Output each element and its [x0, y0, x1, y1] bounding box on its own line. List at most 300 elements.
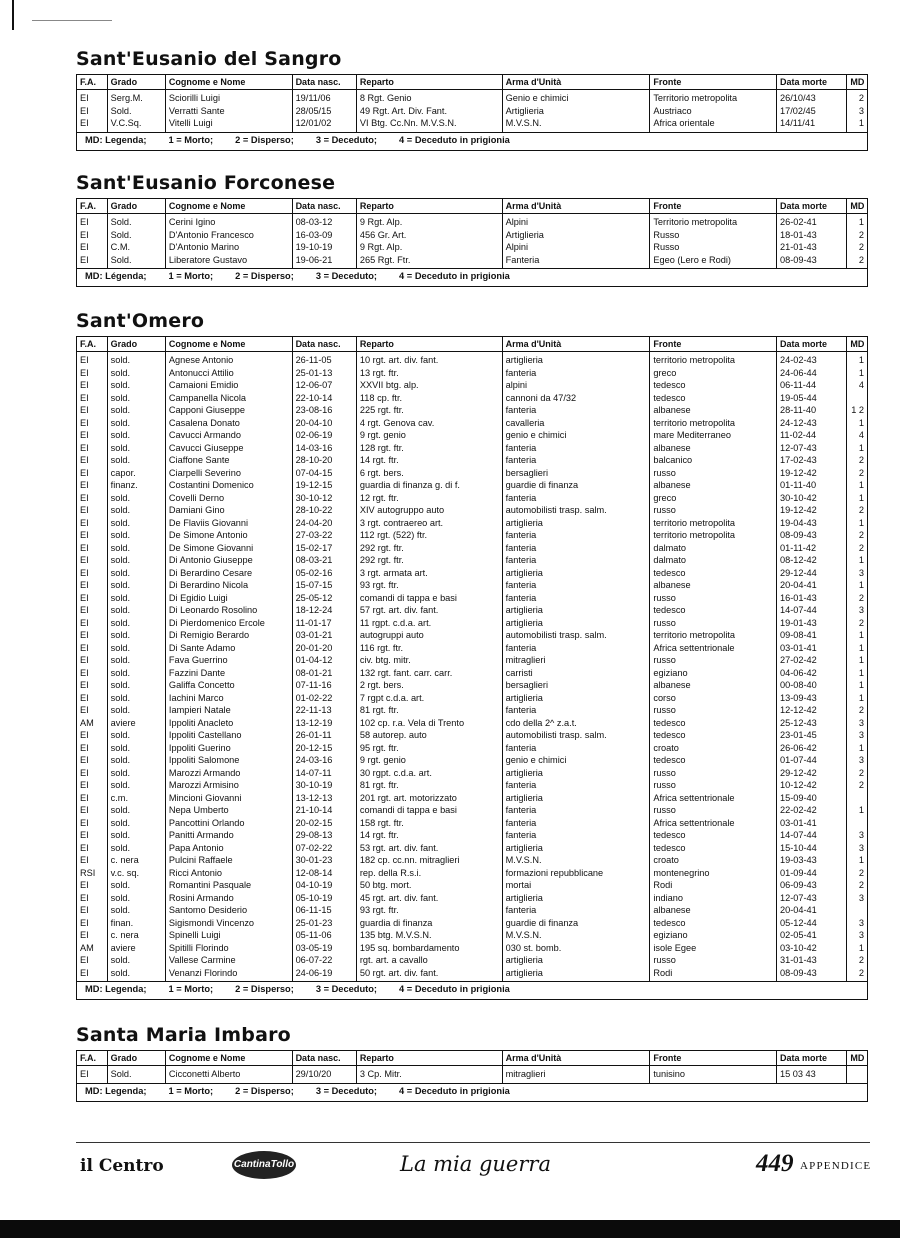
cell-f-a: EI [77, 667, 107, 680]
cell-arma-d-unit: artiglieria [502, 604, 650, 617]
cell-data-nasc: 30-10-19 [292, 779, 356, 792]
cell-data-nasc: 12-06-07 [292, 379, 356, 392]
casualty-table-box [76, 1050, 868, 1102]
cell-arma-d-unit: fanteria [502, 779, 650, 792]
table-row [77, 367, 867, 380]
cell-f-a: EI [77, 1066, 107, 1083]
cell-cognome-e-nome: Di Berardino Nicola [165, 579, 292, 592]
cell-md: 1 [858, 517, 864, 528]
cell-reparto: VI Btg. Cc.Nn. M.V.S.N. [356, 117, 502, 132]
cell-md: 3 [858, 567, 864, 578]
cell-md: 2 [858, 880, 864, 890]
cell-f-a: EI [77, 954, 107, 967]
cell-data-nasc: 05-02-16 [292, 567, 356, 580]
cell-cognome-e-nome: Verratti Sante [165, 105, 292, 118]
section-santa-maria-imbaro [76, 1024, 868, 1102]
cell-arma-d-unit: fanteria [502, 704, 650, 717]
cell-arma-d-unit: fanteria [502, 742, 650, 755]
cell-md [847, 1066, 867, 1083]
table-row [77, 804, 867, 817]
column-header-arma-d-unit: Arma d'Unità [502, 75, 650, 90]
cell-reparto: 3 rgt. contraereo art. [356, 517, 502, 530]
cell-arma-d-unit: artiglieria [502, 692, 650, 705]
cell-arma-d-unit: Fanteria [502, 254, 650, 269]
cell-data-nasc: 22-10-14 [292, 392, 356, 405]
cell-f-a: EI [77, 579, 107, 592]
cell-md: 1 [858, 680, 864, 690]
cell-data-nasc: 25-01-23 [292, 917, 356, 930]
cell-arma-d-unit: artiglieria [502, 842, 650, 855]
cell-f-a: EI [77, 817, 107, 830]
table-row [77, 967, 867, 982]
cell-grado: sold. [107, 517, 165, 530]
cell-data-morte: 23-01-45 [776, 729, 846, 742]
cell-f-a: EI [77, 492, 107, 505]
cell-arma-d-unit: artiglieria [502, 617, 650, 630]
cell-data-nasc: 20-04-10 [292, 417, 356, 430]
cell-cognome-e-nome: Vitelli Luigi [165, 117, 292, 132]
cell-arma-d-unit: M.V.S.N. [502, 854, 650, 867]
legend-item: 2 = Disperso; [235, 271, 294, 281]
cell-cognome-e-nome: Ippoliti Anacleto [165, 717, 292, 730]
cell-grado: sold. [107, 704, 165, 717]
cell-arma-d-unit: fanteria [502, 817, 650, 830]
cell-data-nasc: 24-04-20 [292, 517, 356, 530]
cell-md: 3 [858, 730, 864, 740]
column-header-data-morte: Data morte [776, 199, 846, 214]
cell-reparto: 182 cp. cc.nn. mitraglieri [356, 854, 502, 867]
cell-data-morte: 04-06-42 [776, 667, 846, 680]
cell-data-morte: 20-04-41 [776, 904, 846, 917]
cell-data-nasc: 15-02-17 [292, 542, 356, 555]
cell-data-morte: 17-02-43 [776, 454, 846, 467]
cell-f-a: EI [77, 779, 107, 792]
cell-reparto: XIV autogruppo auto [356, 504, 502, 517]
cell-data-morte: 26/10/43 [776, 90, 846, 105]
cell-data-nasc: 29/10/20 [292, 1066, 356, 1083]
cell-arma-d-unit: fanteria [502, 642, 650, 655]
cell-reparto: 116 rgt. ftr. [356, 642, 502, 655]
cell-grado: c. nera [107, 929, 165, 942]
cell-data-morte: 25-12-43 [776, 717, 846, 730]
cell-cognome-e-nome: De Flaviis Giovanni [165, 517, 292, 530]
cell-md: 1 [858, 667, 864, 678]
cell-grado: sold. [107, 352, 165, 367]
cell-fronte: territorio metropolita [650, 417, 777, 430]
top-rule [32, 20, 112, 21]
cell-cognome-e-nome: Galiffa Concetto [165, 679, 292, 692]
table-row [77, 792, 867, 805]
cell-grado: sold. [107, 954, 165, 967]
cell-cognome-e-nome: Vallese Carmine [165, 954, 292, 967]
cell-cognome-e-nome: D'Antonio Francesco [165, 229, 292, 242]
cell-f-a: EI [77, 892, 107, 905]
cell-arma-d-unit: fanteria [502, 404, 650, 417]
table-row [77, 742, 867, 755]
cell-f-a: EI [77, 879, 107, 892]
cell-grado: sold. [107, 379, 165, 392]
cell-reparto: 118 cp. ftr. [356, 392, 502, 405]
cell-f-a: EI [77, 929, 107, 942]
column-header-f-a: F.A. [77, 1051, 107, 1066]
table-row [77, 917, 867, 930]
cell-arma-d-unit: automobilisti trasp. salm. [502, 629, 650, 642]
newspaper-brand: il Centro [80, 1156, 164, 1176]
table-row [77, 692, 867, 705]
cell-cognome-e-nome: De Simone Giovanni [165, 542, 292, 555]
cell-data-morte: 29-12-44 [776, 567, 846, 580]
cell-arma-d-unit: 030 st. bomb. [502, 942, 650, 955]
cell-fronte: Egeo (Lero e Rodi) [650, 254, 777, 269]
column-header-arma-d-unit: Arma d'Unità [502, 1051, 650, 1066]
cell-data-morte: 22-02-42 [776, 804, 846, 817]
cell-data-nasc: 01-04-12 [292, 654, 356, 667]
cell-grado: sold. [107, 429, 165, 442]
table-row [77, 467, 867, 480]
table-row [77, 241, 867, 254]
cell-fronte: russo [650, 804, 777, 817]
cell-grado: sold. [107, 417, 165, 430]
cell-arma-d-unit: cdo della 2^ z.a.t. [502, 717, 650, 730]
table-row [77, 654, 867, 667]
legend-item: 1 = Morto; [168, 134, 214, 145]
cell-md [847, 392, 867, 405]
cell-data-nasc: 27-03-22 [292, 529, 356, 542]
column-header-reparto: Reparto [356, 75, 502, 90]
cell-md: 1 2 [851, 405, 864, 415]
cell-cognome-e-nome: Sigismondi Vincenzo [165, 917, 292, 930]
cell-cognome-e-nome: Romantini Pasquale [165, 879, 292, 892]
cell-cognome-e-nome: Ciarpelli Severino [165, 467, 292, 480]
cell-reparto: 50 rgt. art. div. fant. [356, 967, 502, 982]
cell-cognome-e-nome: Pancottini Orlando [165, 817, 292, 830]
cell-data-morte: 12-07-43 [776, 442, 846, 455]
cell-md: 1 [858, 555, 864, 565]
footer-rule [76, 1142, 870, 1143]
cell-data-morte: 20-04-41 [776, 579, 846, 592]
cell-fronte: balcanico [650, 454, 777, 467]
cell-cognome-e-nome: Antonucci Attilio [165, 367, 292, 380]
cell-data-nasc: 23-08-16 [292, 404, 356, 417]
cell-md: 3 [858, 930, 864, 940]
cell-arma-d-unit: mitraglieri [502, 1066, 650, 1083]
cell-arma-d-unit: Genio e chimici [502, 90, 650, 105]
cell-data-nasc: 12/01/02 [292, 117, 356, 132]
cell-grado: sold. [107, 404, 165, 417]
cell-cognome-e-nome: Di Antonio Giuseppe [165, 554, 292, 567]
cell-data-morte: 26-06-42 [776, 742, 846, 755]
cell-cognome-e-nome: Di Berardino Cesare [165, 567, 292, 580]
cell-md: 2 [858, 242, 864, 252]
cell-arma-d-unit: carristi [502, 667, 650, 680]
cell-cognome-e-nome: Rosini Armando [165, 892, 292, 905]
legend-item: 2 = Disperso; [235, 1085, 294, 1096]
table-row [77, 767, 867, 780]
cell-arma-d-unit: fanteria [502, 442, 650, 455]
cell-cognome-e-nome: Sciorilli Luigi [165, 90, 292, 105]
cell-reparto: 225 rgt. ftr. [356, 404, 502, 417]
scan-edge-mark [12, 0, 14, 30]
md-legend [77, 132, 867, 150]
cell-data-morte: 02-05-41 [776, 929, 846, 942]
cell-arma-d-unit: M.V.S.N. [502, 117, 650, 132]
cell-fronte: Africa settentrionale [650, 642, 777, 655]
cell-fronte: Africa orientale [650, 117, 777, 132]
cell-md: 3 [858, 105, 864, 116]
column-header-md: MD [847, 75, 867, 90]
cell-reparto: 3 Cp. Mitr. [356, 1066, 502, 1083]
cell-cognome-e-nome: Costantini Domenico [165, 479, 292, 492]
cell-arma-d-unit: fanteria [502, 542, 650, 555]
cell-fronte: territorio metropolita [650, 529, 777, 542]
cell-reparto: 158 rgt. ftr. [356, 817, 502, 830]
cell-data-morte: 29-12-42 [776, 767, 846, 780]
cell-fronte: greco [650, 367, 777, 380]
cell-f-a: EI [77, 504, 107, 517]
cell-data-nasc: 20-02-15 [292, 817, 356, 830]
cell-reparto: 12 rgt. ftr. [356, 492, 502, 505]
cell-cognome-e-nome: Ippoliti Guerino [165, 742, 292, 755]
table-row [77, 117, 867, 132]
cell-arma-d-unit: artiglieria [502, 954, 650, 967]
cell-fronte: tedesco [650, 567, 777, 580]
cell-data-morte: 19-01-43 [776, 617, 846, 630]
cell-fronte: tedesco [650, 604, 777, 617]
cell-data-nasc: 24-03-16 [292, 754, 356, 767]
cell-reparto: 6 rgt. bers. [356, 467, 502, 480]
cell-reparto: 9 Rgt. Alp. [356, 214, 502, 229]
cell-data-nasc: 19-12-15 [292, 479, 356, 492]
cell-data-morte: 06-11-44 [776, 379, 846, 392]
legend-item: 4 = Deceduto in prigionia [399, 134, 510, 145]
table-row [77, 567, 867, 580]
cell-f-a: EI [77, 829, 107, 842]
cell-cognome-e-nome: Di Egidio Luigi [165, 592, 292, 605]
cell-data-morte: 01-07-44 [776, 754, 846, 767]
cell-reparto: 132 rgt. fant. carr. carr. [356, 667, 502, 680]
casualty-table-box [76, 336, 868, 1000]
column-header-data-nasc: Data nasc. [292, 1051, 356, 1066]
cell-data-nasc: 08-03-12 [292, 214, 356, 229]
cell-reparto: 292 rgt. ftr. [356, 554, 502, 567]
cell-cognome-e-nome: Covelli Derno [165, 492, 292, 505]
legend-item: 2 = Disperso; [235, 134, 294, 145]
cell-grado: Sold. [107, 254, 165, 269]
cell-fronte: greco [650, 492, 777, 505]
cell-data-morte: 19-03-43 [776, 854, 846, 867]
cell-grado: sold. [107, 542, 165, 555]
cell-arma-d-unit: artiglieria [502, 567, 650, 580]
cell-cognome-e-nome: Cavucci Armando [165, 429, 292, 442]
cell-f-a: EI [77, 704, 107, 717]
cell-data-morte: 08-12-42 [776, 554, 846, 567]
legend-item: 3 = Deceduto; [315, 984, 378, 994]
cell-md: 1 [858, 805, 864, 815]
cell-data-morte: 24-06-44 [776, 367, 846, 380]
cell-reparto: 102 cp. r.a. Vela di Trento [356, 717, 502, 730]
table-row [77, 392, 867, 405]
table-row [77, 579, 867, 592]
cell-fronte: russo [650, 779, 777, 792]
cell-reparto: 9 rgt. genio [356, 754, 502, 767]
cell-fronte: Territorio metropolita [650, 90, 777, 105]
cell-reparto: 292 rgt. ftr. [356, 542, 502, 555]
cell-md: 4 [858, 430, 864, 440]
cell-data-morte: 19-12-42 [776, 467, 846, 480]
cell-md: 1 [858, 217, 864, 227]
cell-data-nasc: 05-10-19 [292, 892, 356, 905]
cell-grado: sold. [107, 779, 165, 792]
cell-arma-d-unit: Artiglieria [502, 229, 650, 242]
cell-cognome-e-nome: Ricci Antonio [165, 867, 292, 880]
cell-data-morte: 09-08-41 [776, 629, 846, 642]
cell-fronte: albanese [650, 404, 777, 417]
cell-md: 1 [858, 855, 864, 865]
cell-data-morte: 19-12-42 [776, 504, 846, 517]
table-row [77, 904, 867, 917]
cell-f-a: EI [77, 429, 107, 442]
cell-f-a: EI [77, 917, 107, 930]
cell-reparto: 11 rgpt. c.d.a. art. [356, 617, 502, 630]
sponsor-logo: CantinaTollo [232, 1151, 296, 1179]
cell-reparto: 9 rgt. genio [356, 429, 502, 442]
cell-md [847, 817, 867, 830]
cell-md: 4 [858, 380, 864, 390]
cell-md: 2 [858, 542, 864, 553]
table-row [77, 592, 867, 605]
cell-f-a: EI [77, 629, 107, 642]
cell-fronte: territorio metropolita [650, 629, 777, 642]
cell-arma-d-unit: Artiglieria [502, 105, 650, 118]
cell-cognome-e-nome: Papa Antonio [165, 842, 292, 855]
section-title: Sant'Omero [76, 310, 205, 332]
cell-data-morte: 06-09-43 [776, 879, 846, 892]
cell-f-a: EI [77, 404, 107, 417]
cell-data-morte: 03-01-41 [776, 642, 846, 655]
cell-md: 2 [858, 617, 864, 628]
column-header-data-nasc: Data nasc. [292, 199, 356, 214]
casualty-table-box [76, 74, 868, 151]
column-header-cognome-e-nome: Cognome e Nome [165, 75, 292, 90]
cell-grado: Serg.M. [107, 90, 165, 105]
table-header-row [77, 1051, 867, 1066]
cell-data-morte: 03-10-42 [776, 942, 846, 955]
cell-grado: sold. [107, 504, 165, 517]
cell-cognome-e-nome: Liberatore Gustavo [165, 254, 292, 269]
cell-cognome-e-nome: Panitti Armando [165, 829, 292, 842]
cell-f-a: EI [77, 654, 107, 667]
cell-fronte: tedesco [650, 729, 777, 742]
publication-title: La mia guerra [400, 1152, 551, 1176]
cell-f-a: EI [77, 352, 107, 367]
cell-f-a: EI [77, 604, 107, 617]
legend-item: 3 = Deceduto; [315, 1085, 378, 1096]
table-row [77, 892, 867, 905]
table-row [77, 429, 867, 442]
legend-item: 4 = Deceduto in prigionia [399, 984, 510, 994]
cell-grado: sold. [107, 879, 165, 892]
casualty-table [77, 337, 867, 981]
table-row [77, 1066, 867, 1083]
cell-reparto: autogruppi auto [356, 629, 502, 642]
column-header-md: MD [847, 199, 867, 214]
cell-data-morte: 00-08-40 [776, 679, 846, 692]
cell-data-nasc: 14-03-16 [292, 442, 356, 455]
cell-fronte: egiziano [650, 667, 777, 680]
cell-reparto: 3 rgt. armata art. [356, 567, 502, 580]
cell-data-nasc: 25-01-13 [292, 367, 356, 380]
cell-f-a: EI [77, 117, 107, 132]
table-row [77, 504, 867, 517]
cell-grado: sold. [107, 492, 165, 505]
cell-data-morte: 01-11-40 [776, 479, 846, 492]
casualty-table [77, 75, 867, 132]
column-header-md: MD [847, 1051, 867, 1066]
cell-data-nasc: 19/11/06 [292, 90, 356, 105]
cell-reparto: 112 rgt. (522) ftr. [356, 529, 502, 542]
cell-cognome-e-nome: Marozzi Armando [165, 767, 292, 780]
table-row [77, 554, 867, 567]
cell-f-a: EI [77, 214, 107, 229]
cell-f-a: EI [77, 804, 107, 817]
cell-md: 1 [858, 492, 864, 503]
cell-cognome-e-nome: Cerini Igino [165, 214, 292, 229]
cell-md: 2 [858, 467, 864, 478]
cell-data-nasc: 13-12-13 [292, 792, 356, 805]
cell-md: 2 [858, 767, 864, 778]
cell-reparto: 95 rgt. ftr. [356, 742, 502, 755]
cell-md: 3 [858, 755, 864, 765]
column-header-reparto: Reparto [356, 337, 502, 352]
cell-arma-d-unit: artiglieria [502, 892, 650, 905]
cell-arma-d-unit: fanteria [502, 554, 650, 567]
cell-cognome-e-nome: Nepa Umberto [165, 804, 292, 817]
cell-grado: sold. [107, 817, 165, 830]
cell-reparto: 81 rgt. ftr. [356, 779, 502, 792]
cell-fronte: tedesco [650, 392, 777, 405]
cell-fronte: croato [650, 742, 777, 755]
cell-reparto: 58 autorep. auto [356, 729, 502, 742]
cell-md: 3 [858, 842, 864, 853]
cell-arma-d-unit: cavalleria [502, 417, 650, 430]
table-row [77, 442, 867, 455]
cell-data-morte: 08-09-43 [776, 254, 846, 269]
cell-cognome-e-nome: Ippoliti Castellano [165, 729, 292, 742]
cell-data-nasc: 07-02-22 [292, 842, 356, 855]
cell-grado: C.M. [107, 241, 165, 254]
cell-md: 3 [858, 892, 864, 903]
cell-fronte: albanese [650, 904, 777, 917]
cell-reparto: 9 Rgt. Alp. [356, 241, 502, 254]
table-row [77, 879, 867, 892]
cell-data-nasc: 25-05-12 [292, 592, 356, 605]
cell-fronte: tunisino [650, 1066, 777, 1083]
legend-item: 1 = Morto; [168, 271, 214, 281]
cell-arma-d-unit: alpini [502, 379, 650, 392]
cell-grado: sold. [107, 842, 165, 855]
cell-grado: c. nera [107, 854, 165, 867]
cell-arma-d-unit: genio e chimici [502, 754, 650, 767]
cell-data-nasc: 30-10-12 [292, 492, 356, 505]
cell-data-nasc: 08-03-21 [292, 554, 356, 567]
cell-data-nasc: 28-10-22 [292, 504, 356, 517]
cell-reparto: 7 rgpt c.d.a. art. [356, 692, 502, 705]
cell-data-nasc: 29-08-13 [292, 829, 356, 842]
cell-data-morte: 14-07-44 [776, 829, 846, 842]
cell-md: 2 [858, 254, 864, 265]
cell-data-nasc: 14-07-11 [292, 767, 356, 780]
column-header-grado: Grado [107, 337, 165, 352]
